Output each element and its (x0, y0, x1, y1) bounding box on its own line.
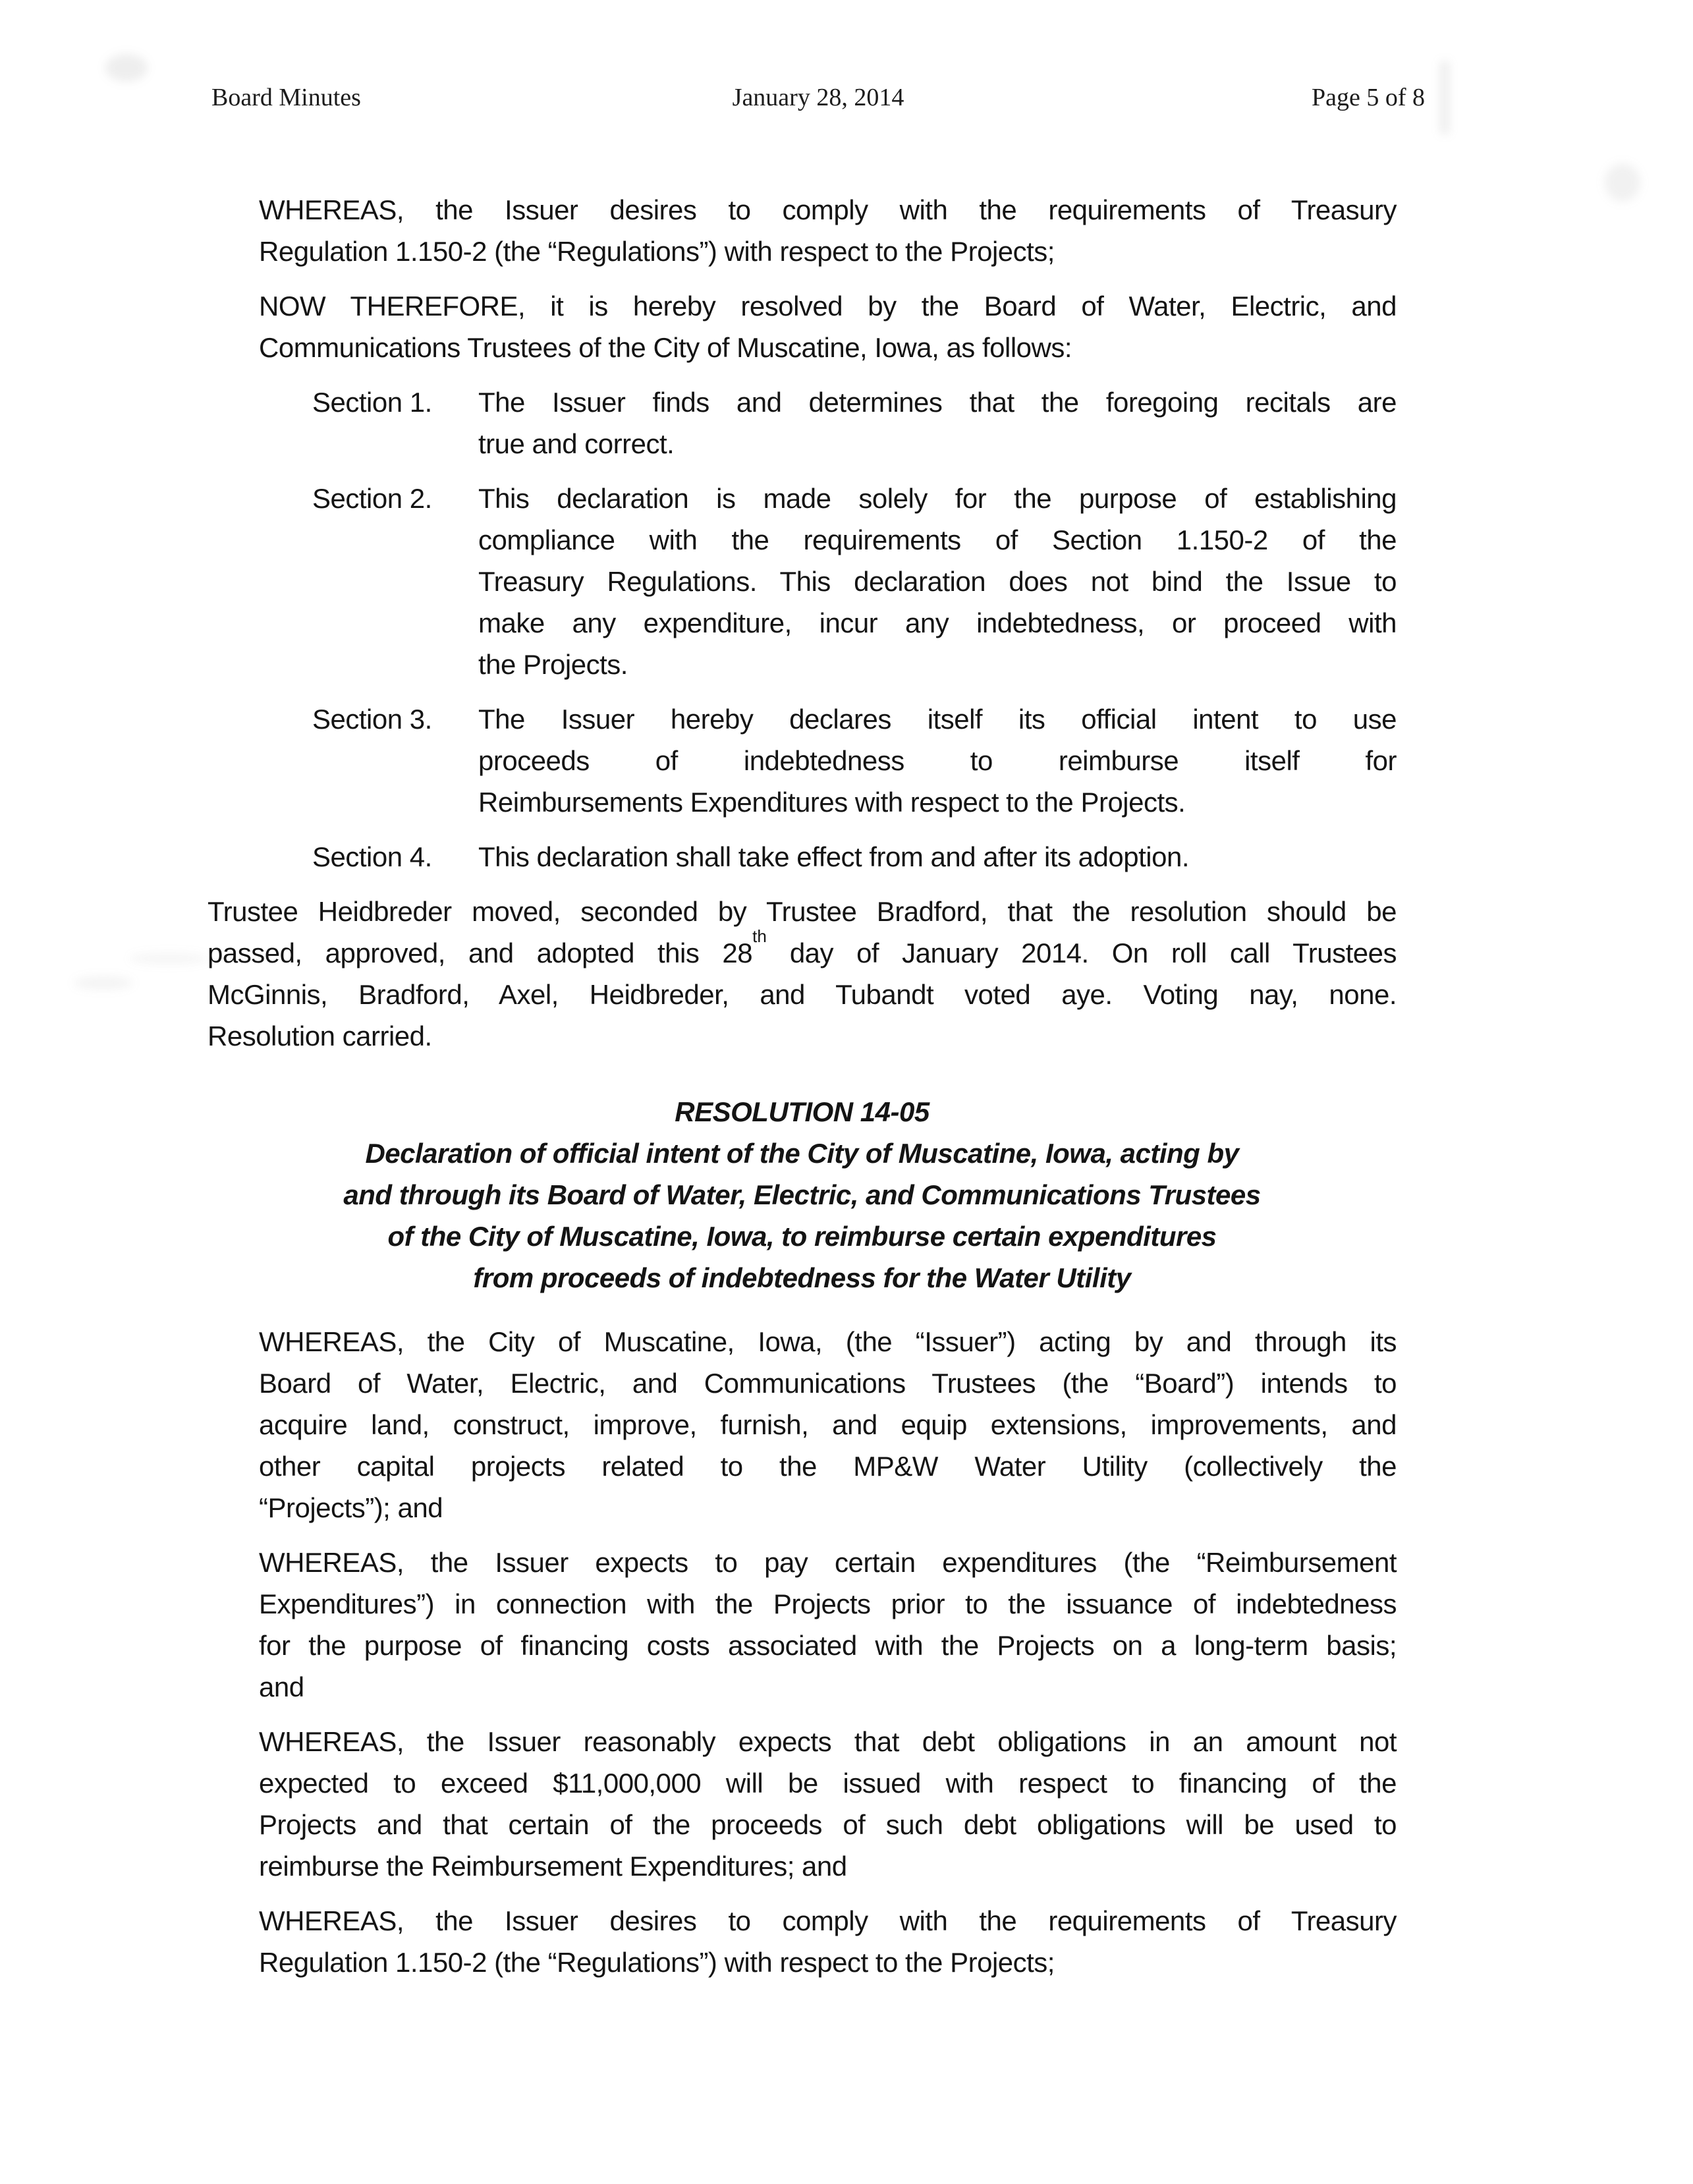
text-line: This declaration is made solely for the purpose of establishing (478, 483, 1397, 514)
section-3-label: Section 3. (312, 704, 432, 735)
document-body (208, 189, 1397, 1996)
text-line: other capital projects related to the MP&W Water Utility (collectively the (259, 1451, 1397, 1482)
title-line: of the City of Muscatine, Iowa, to reimburse certain expenditures (387, 1221, 1217, 1252)
text-line: WHEREAS, the Issuer desires to comply with the requirements of Treasury (259, 1905, 1397, 1936)
text-line: Regulation 1.150-2 (the “Regulations”) with respect to the Projects; (259, 1947, 1055, 1978)
text-line (208, 926, 1397, 974)
text-line: the Projects. (478, 649, 628, 680)
title-line: and through its Board of Water, Electric, and Communications Trustees (343, 1179, 1261, 1210)
resolution-title-heading (208, 1133, 1397, 1299)
text-line: compliance with the requirements of Section 1.150-2 of the (478, 524, 1397, 555)
section-4-label: Section 4. (312, 841, 432, 872)
whereas-expects-paragraph (259, 1542, 1397, 1708)
text-line: Projects and that certain of the proceeds of such debt obligations will be used to (259, 1809, 1397, 1840)
whereas-city-paragraph (259, 1321, 1397, 1528)
header-page-number: Page 5 of 8 (1311, 84, 1425, 111)
text-line: Expenditures”) in connection with the Projects prior to the issuance of indebtedness (259, 1588, 1397, 1619)
text-line: proceeds of indebtedness to reimburse itself for (478, 745, 1397, 776)
text-line: Trustee Heidbreder moved, seconded by Trustee Bradford, that the resolution should be (208, 896, 1397, 927)
text-line: Board of Water, Electric, and Communications Trustees (the “Board”) intends to (259, 1368, 1397, 1399)
text-line: true and correct. (478, 428, 675, 459)
text-line: McGinnis, Bradford, Axel, Heidbreder, and Tubandt voted aye. Voting nay, none. (208, 979, 1397, 1010)
section-1-text (478, 381, 1397, 464)
section-4-text (478, 836, 1397, 878)
text-line: “Projects”); and (259, 1492, 443, 1523)
resolution-number-heading: RESOLUTION 14-05 (675, 1096, 930, 1127)
roll-call-paragraph (208, 891, 1397, 1057)
text-line: The Issuer hereby declares itself its official intent to use (478, 704, 1397, 735)
section-1-label: Section 1. (312, 387, 432, 418)
roll-call-line2-pre: passed, approved, and adopted this 28 (208, 938, 753, 968)
scan-artifact (1605, 163, 1640, 202)
text-line: Reimbursements Expenditures with respect to the Projects. (478, 787, 1186, 818)
text-line: and (259, 1671, 304, 1702)
title-line: from proceeds of indebtedness for the Water Utility (473, 1262, 1131, 1293)
text-line: for the purpose of financing costs associated with the Projects on a long-term basis; (259, 1630, 1397, 1661)
whereas-reasonably-paragraph (259, 1721, 1397, 1887)
text-line: Communications Trustees of the City of Muscatine, Iowa, as follows: (259, 332, 1072, 363)
page-header (211, 83, 1425, 116)
text-line: The Issuer finds and determines that the foregoing recitals are (478, 387, 1397, 418)
section-3-text (478, 698, 1397, 823)
text-line: Regulation 1.150-2 (the “Regulations”) with respect to the Projects; (259, 236, 1055, 267)
scan-artifact (129, 953, 208, 965)
title-line: Declaration of official intent of the City of Muscatine, Iowa, acting by (365, 1138, 1239, 1169)
ordinal-superscript: th (752, 926, 767, 946)
text-line: acquire land, construct, improve, furnish, and equip extensions, improvements, and (259, 1409, 1397, 1440)
text-line: WHEREAS, the Issuer desires to comply with the requirements of Treasury (259, 194, 1397, 225)
text-line: expected to exceed $11,000,000 will be issued with respect to financing of the (259, 1768, 1397, 1799)
roll-call-line2-post: day of January 2014. On roll call Trustees (766, 938, 1397, 968)
header-doc-title: Board Minutes (211, 84, 361, 111)
text-line: NOW THEREFORE, it is hereby resolved by the Board of Water, Electric, and (259, 291, 1397, 322)
section-2-row (312, 478, 1397, 685)
section-1-row (312, 381, 1397, 464)
text-line: WHEREAS, the City of Muscatine, Iowa, (the “Issuer”) acting by and through its (259, 1326, 1397, 1357)
text-line: WHEREAS, the Issuer expects to pay certain expenditures (the “Reimbursement (259, 1547, 1397, 1578)
text-line: Resolution carried. (208, 1021, 432, 1051)
section-3-row (312, 698, 1397, 823)
text-line: This declaration shall take effect from and after its adoption. (478, 841, 1189, 872)
text-line: reimburse the Reimbursement Expenditures; and (259, 1851, 847, 1882)
scan-artifact (105, 54, 148, 82)
now-therefore-paragraph (259, 285, 1397, 368)
whereas-comply-paragraph (259, 189, 1397, 272)
section-2-text (478, 478, 1397, 685)
text-line: Treasury Regulations. This declaration does not bind the Issue to (478, 566, 1397, 597)
section-4-row (312, 836, 1397, 878)
section-2-label: Section 2. (312, 483, 432, 514)
scan-artifact (74, 976, 133, 990)
header-date: January 28, 2014 (732, 84, 904, 111)
whereas-comply-2-paragraph (259, 1900, 1397, 1983)
text-line: make any expenditure, incur any indebtedness, or proceed with (478, 607, 1397, 638)
scan-artifact (1440, 61, 1449, 134)
text-line: WHEREAS, the Issuer reasonably expects that debt obligations in an amount not (259, 1726, 1397, 1757)
